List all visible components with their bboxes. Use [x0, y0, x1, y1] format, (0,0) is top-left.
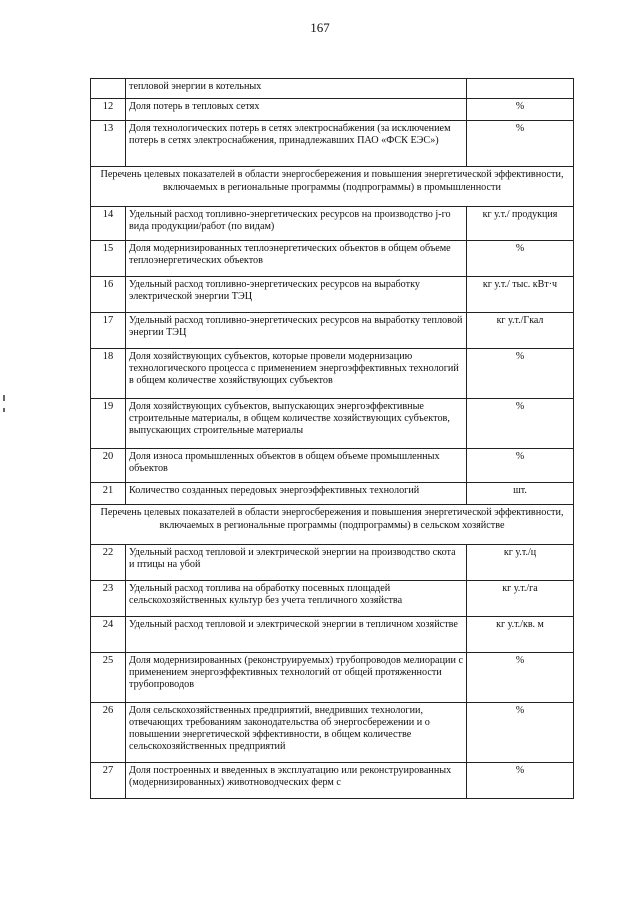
- indicator-name: Доля сельскохозяйственных предприятий, внедривших технологии, отвечающих требованиям законодательства об энергосбережении и о повышении энергетической эффективности, в общем количестве сельскохозяйственных предприятий: [126, 703, 467, 763]
- unit-of-measure: %: [467, 241, 574, 277]
- unit-of-measure: %: [467, 399, 574, 449]
- unit-of-measure: кг у.т./кв. м: [467, 617, 574, 653]
- row-number: 25: [91, 653, 126, 703]
- unit-of-measure: %: [467, 763, 574, 799]
- row-number: 18: [91, 349, 126, 399]
- unit-of-measure: кг у.т./ тыс. кВт·ч: [467, 277, 574, 313]
- row-number: 12: [91, 99, 126, 121]
- section-header-row: [91, 167, 574, 207]
- table-row: [91, 703, 574, 763]
- table-row: [91, 207, 574, 241]
- unit-of-measure: кг у.т./ продукция: [467, 207, 574, 241]
- table-row: [91, 313, 574, 349]
- row-number: 17: [91, 313, 126, 349]
- table-row: [91, 399, 574, 449]
- indicator-name: Удельный расход топлива на обработку посевных площадей сельскохозяйственных культур без учета тепличного хозяйства: [126, 581, 467, 617]
- section-header-row: [91, 505, 574, 545]
- table-row: [91, 99, 574, 121]
- indicator-name: Доля износа промышленных объектов в общем объеме промышленных объектов: [126, 449, 467, 483]
- row-number: 26: [91, 703, 126, 763]
- scan-margin-mark: [3, 395, 5, 401]
- section-heading: Перечень целевых показателей в области энергосбережения и повышения энергетической эффективности, включаемых в региональные программы (подпрограммы) в сельском хозяйстве: [91, 505, 574, 545]
- scan-margin-mark: [3, 408, 5, 412]
- indicator-name: Удельный расход топливно-энергетических ресурсов на выработку тепловой энергии ТЭЦ: [126, 313, 467, 349]
- unit-of-measure: %: [467, 99, 574, 121]
- indicator-name: Удельный расход топливно-энергетических ресурсов на выработку электрической энергии ТЭЦ: [126, 277, 467, 313]
- table-row: [91, 545, 574, 581]
- indicator-name: Доля модернизированных (реконструируемых) трубопроводов мелиорации с применением энергоэффективных технологий от общей протяженности трубопроводов: [126, 653, 467, 703]
- unit-of-measure: %: [467, 449, 574, 483]
- indicator-name: Доля потерь в тепловых сетях: [126, 99, 467, 121]
- row-number: 16: [91, 277, 126, 313]
- row-number: 19: [91, 399, 126, 449]
- unit-of-measure: %: [467, 121, 574, 167]
- table-row: [91, 617, 574, 653]
- row-number: 14: [91, 207, 126, 241]
- row-number: 21: [91, 483, 126, 505]
- table-row: [91, 241, 574, 277]
- row-number: 20: [91, 449, 126, 483]
- unit-of-measure: [467, 79, 574, 99]
- unit-of-measure: %: [467, 653, 574, 703]
- unit-of-measure: кг у.т./Гкал: [467, 313, 574, 349]
- table-row: [91, 581, 574, 617]
- unit-of-measure: кг у.т./га: [467, 581, 574, 617]
- table-row: [91, 349, 574, 399]
- row-number: 24: [91, 617, 126, 653]
- indicator-name: Доля технологических потерь в сетях электроснабжения (за исключением потерь в сетях электроснабжения, принадлежавших ПАО «ФСК ЕЭС»): [126, 121, 467, 167]
- unit-of-measure: %: [467, 703, 574, 763]
- indicator-name: Удельный расход тепловой и электрической энергии на производство скота и птицы на убой: [126, 545, 467, 581]
- indicator-name: Удельный расход топливно-энергетических ресурсов на производство j-го вида продукции/работ (по видам): [126, 207, 467, 241]
- row-number: 22: [91, 545, 126, 581]
- table-row: [91, 483, 574, 505]
- row-number: 13: [91, 121, 126, 167]
- unit-of-measure: шт.: [467, 483, 574, 505]
- page-number: 167: [310, 20, 330, 35]
- row-number: 15: [91, 241, 126, 277]
- row-number: [91, 79, 126, 99]
- indicator-name: Доля модернизированных теплоэнергетических объектов в общем объеме теплоэнергетических объектов: [126, 241, 467, 277]
- indicator-name: Доля хозяйствующих субъектов, которые провели модернизацию технологического процесса с применением энергоэффективных технологий в общем количестве хозяйствующих субъектов: [126, 349, 467, 399]
- row-number: 23: [91, 581, 126, 617]
- unit-of-measure: кг у.т./ц: [467, 545, 574, 581]
- row-number: 27: [91, 763, 126, 799]
- indicators-table: [90, 78, 574, 799]
- indicator-name: Удельный расход тепловой и электрической энергии в тепличном хозяйстве: [126, 617, 467, 653]
- table-row: [91, 449, 574, 483]
- table-row: [91, 79, 574, 99]
- indicator-name: Доля построенных и введенных в эксплуатацию или реконструированных (модернизированных) животноводческих ферм с: [126, 763, 467, 799]
- indicators-table-body: [91, 79, 574, 799]
- table-row: [91, 277, 574, 313]
- indicator-name: Количество созданных передовых энергоэффективных технологий: [126, 483, 467, 505]
- table-row: [91, 121, 574, 167]
- table-row: [91, 763, 574, 799]
- table-row: [91, 653, 574, 703]
- indicator-name: тепловой энергии в котельных: [126, 79, 467, 99]
- indicator-name: Доля хозяйствующих субъектов, выпускающих энергоэффективные строительные материалы, в общем количестве хозяйствующих субъектов, выпускающих строительные материалы: [126, 399, 467, 449]
- section-heading: Перечень целевых показателей в области энергосбережения и повышения энергетической эффективности, включаемых в региональные программы (подпрограммы) в промышленности: [91, 167, 574, 207]
- unit-of-measure: %: [467, 349, 574, 399]
